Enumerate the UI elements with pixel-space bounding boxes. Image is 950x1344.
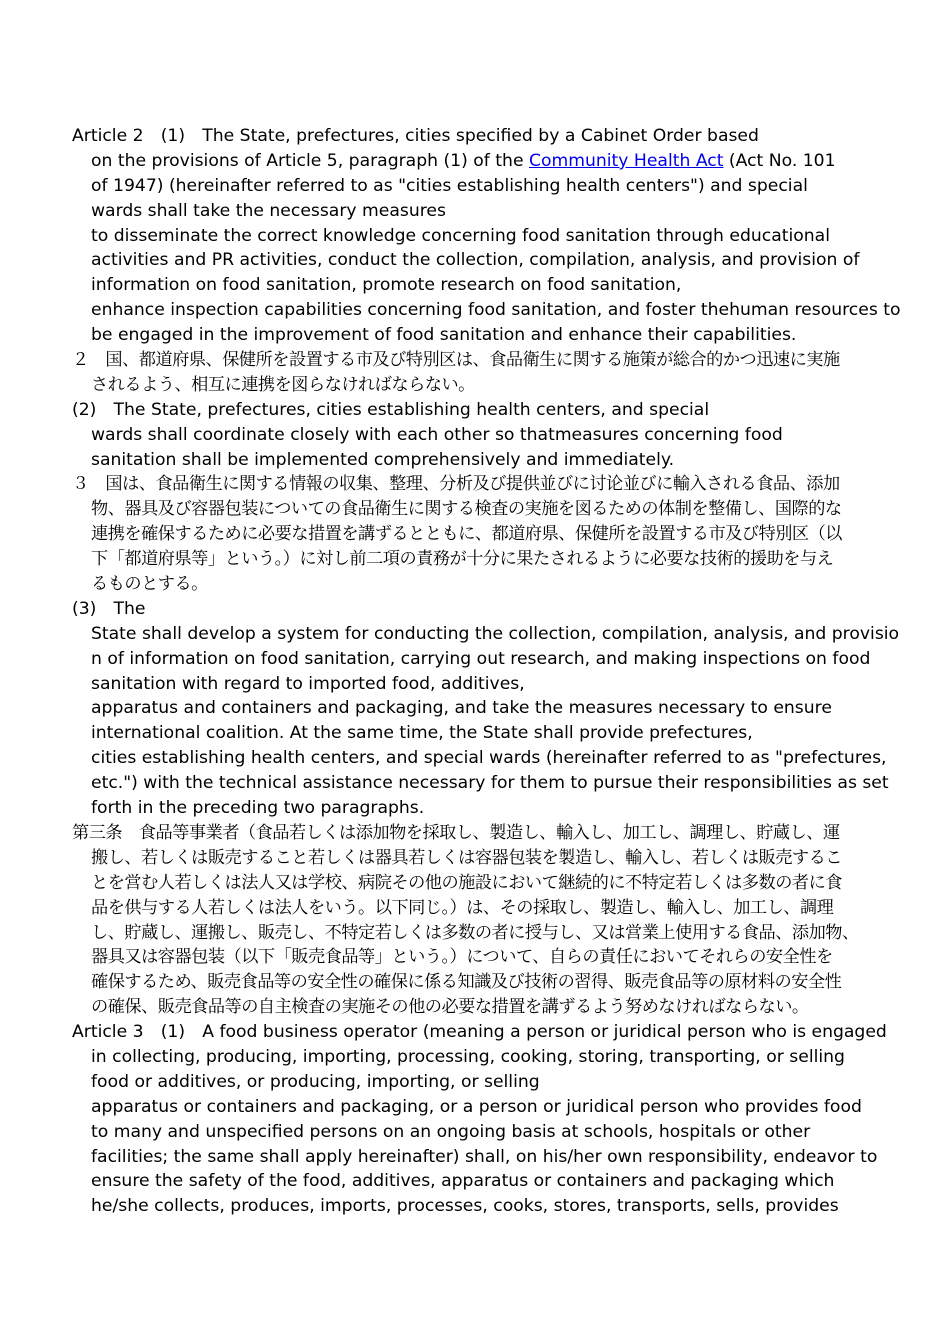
text-line: food or additives, or producing, importing, or selling <box>91 1071 540 1092</box>
text-line: 搬し、若しくは販売すること若しくは器具若しくは容器包装を製造し、輸入し、若しくは販売するこ <box>91 847 842 868</box>
text-line: とを営む人若しくは法人又は学校、病院その他の施設において継続的に不特定若しくは多数の者に食 <box>91 872 842 893</box>
text-line: facilities; the same shall apply hereinafter) shall, on his/her own responsibility, endeavor to <box>91 1146 878 1167</box>
text-line: etc.") with the technical assistance necessary for them to pursue their responsibilities as set <box>91 773 889 794</box>
japanese-paragraph-2 <box>72 348 892 398</box>
text-line <box>72 149 892 174</box>
text-line: wards shall take the necessary measures <box>91 200 446 221</box>
text-line: apparatus or containers and packaging, or a person or juridical person who provides food <box>91 1096 862 1117</box>
text-line: to many and unspecified persons on an ongoing basis at schools, hospitals or other <box>91 1121 811 1142</box>
text-line: Article 3 (1) A food business operator (meaning a person or juridical person who is engaged <box>72 1022 887 1043</box>
text-line: sanitation shall be implemented comprehensively and immediately. <box>91 449 675 470</box>
text-line: ensure the safety of the food, additives, apparatus or containers and packaging which <box>91 1171 835 1192</box>
text-line: in collecting, producing, importing, processing, cooking, storing, transporting, or selling <box>91 1046 845 1067</box>
document-body <box>72 124 901 1219</box>
text-line: の確保、販売食品等の自主検査の実施その他の必要な措置を講ずるよう努めなければならない。 <box>91 997 809 1018</box>
text-line: 下「都道府県等」という。）に対し前二項の責務が十分に果たされるように必要な技術的援助を与え <box>91 549 834 570</box>
text-line: ３ 国は、食品衛生に関する情報の収集、整理、分析及び提供並びに讨论並びに輸入される食品、添加 <box>72 474 840 495</box>
text-segment: on the provisions of Article 5, paragraph (1) of the <box>91 150 529 171</box>
text-line: 連携を確保するために必要な措置を講ずるとともに、都道府県、保健所を設置する市及び特別区（以 <box>91 524 842 545</box>
text-line: enhance inspection capabilities concerning food sanitation, and foster thehuman resources to <box>91 300 901 321</box>
text-line: he/she collects, produces, imports, processes, cooks, stores, transports, sells, provides <box>91 1196 839 1217</box>
text-line: cities establishing health centers, and special wards (hereinafter referred to as "prefectures, <box>91 748 887 769</box>
text-line: of 1947) (hereinafter referred to as "cities establishing health centers") and special <box>91 175 808 196</box>
text-line: Article 2 (1) The State, prefectures, cities specified by a Cabinet Order based <box>72 126 759 146</box>
text-line: be engaged in the improvement of food sanitation and enhance their capabilities. <box>91 325 797 346</box>
text-segment: (Act No. 101 <box>723 150 836 171</box>
text-line: (3) The <box>72 598 146 619</box>
text-line: apparatus and containers and packaging, and take the measures necessary to ensure <box>91 698 832 719</box>
text-line: 物、器具及び容器包装についての食品衛生に関する検査の実施を図るための体制を整備し、国際的な <box>91 499 842 520</box>
text-line: sanitation with regard to imported food, additives, <box>91 673 525 694</box>
text-line: forth in the preceding two paragraphs. <box>91 798 425 819</box>
text-line: State shall develop a system for conducting the collection, compilation, analysis, and provisio <box>91 623 900 644</box>
text-line: るものとする。 <box>91 574 208 595</box>
text-line: activities and PR activities, conduct the collection, compilation, analysis, and provision of <box>91 250 860 271</box>
text-line: to disseminate the correct knowledge concerning food sanitation through educational <box>91 225 830 246</box>
text-line: 第三条 食品等事業者（食品若しくは添加物を採取し、製造し、輸入し、加工し、調理し、貯蔵し、運 <box>72 822 840 843</box>
text-line: n of information on food sanitation, carrying out research, and making inspections on food <box>91 648 871 669</box>
text-line: 品を供与する人若しくは法人をいう。以下同じ。）は、その採取し、製造し、輸入し、加工し、調理 <box>91 897 834 918</box>
text-line: し、貯蔵し、運搬し、販売し、不特定若しくは多数の者に授与し、又は営業上使用する食品、添加物、 <box>91 922 859 943</box>
text-line: (2) The State, prefectures, cities establishing health centers, and special <box>72 399 710 420</box>
text-line: 器具又は容器包装（以下「販売食品等」という。）について、自らの責任においてそれらの安全性を <box>91 947 833 968</box>
japanese-paragraph-3 <box>72 472 892 596</box>
text-line: wards shall coordinate closely with each other so thatmeasures concerning food <box>91 424 783 445</box>
article-3-paragraph-1 <box>72 1020 892 1219</box>
japanese-article-3 <box>72 821 892 1020</box>
text-line: information on food sanitation, promote research on food sanitation, <box>91 275 682 296</box>
text-line: international coalition. At the same time, the State shall provide prefectures, <box>91 723 753 744</box>
article-2-paragraph-2 <box>72 398 892 473</box>
article-2-paragraph-3 <box>72 597 900 821</box>
text-line: されるよう、相互に連携を図らなければならない。 <box>91 374 475 395</box>
article-2-paragraph-1 <box>72 124 901 348</box>
community-health-act-link[interactable]: Community Health Act <box>528 150 724 171</box>
text-line: ２ 国、都道府県、保健所を設置する市及び特別区は、食品衛生に関する施策が総合的かつ迅速に実施 <box>72 350 840 371</box>
text-line: 確保するため、販売食品等の安全性の確保に係る知識及び技術の習得、販売食品等の原材料の安全性 <box>91 972 842 993</box>
